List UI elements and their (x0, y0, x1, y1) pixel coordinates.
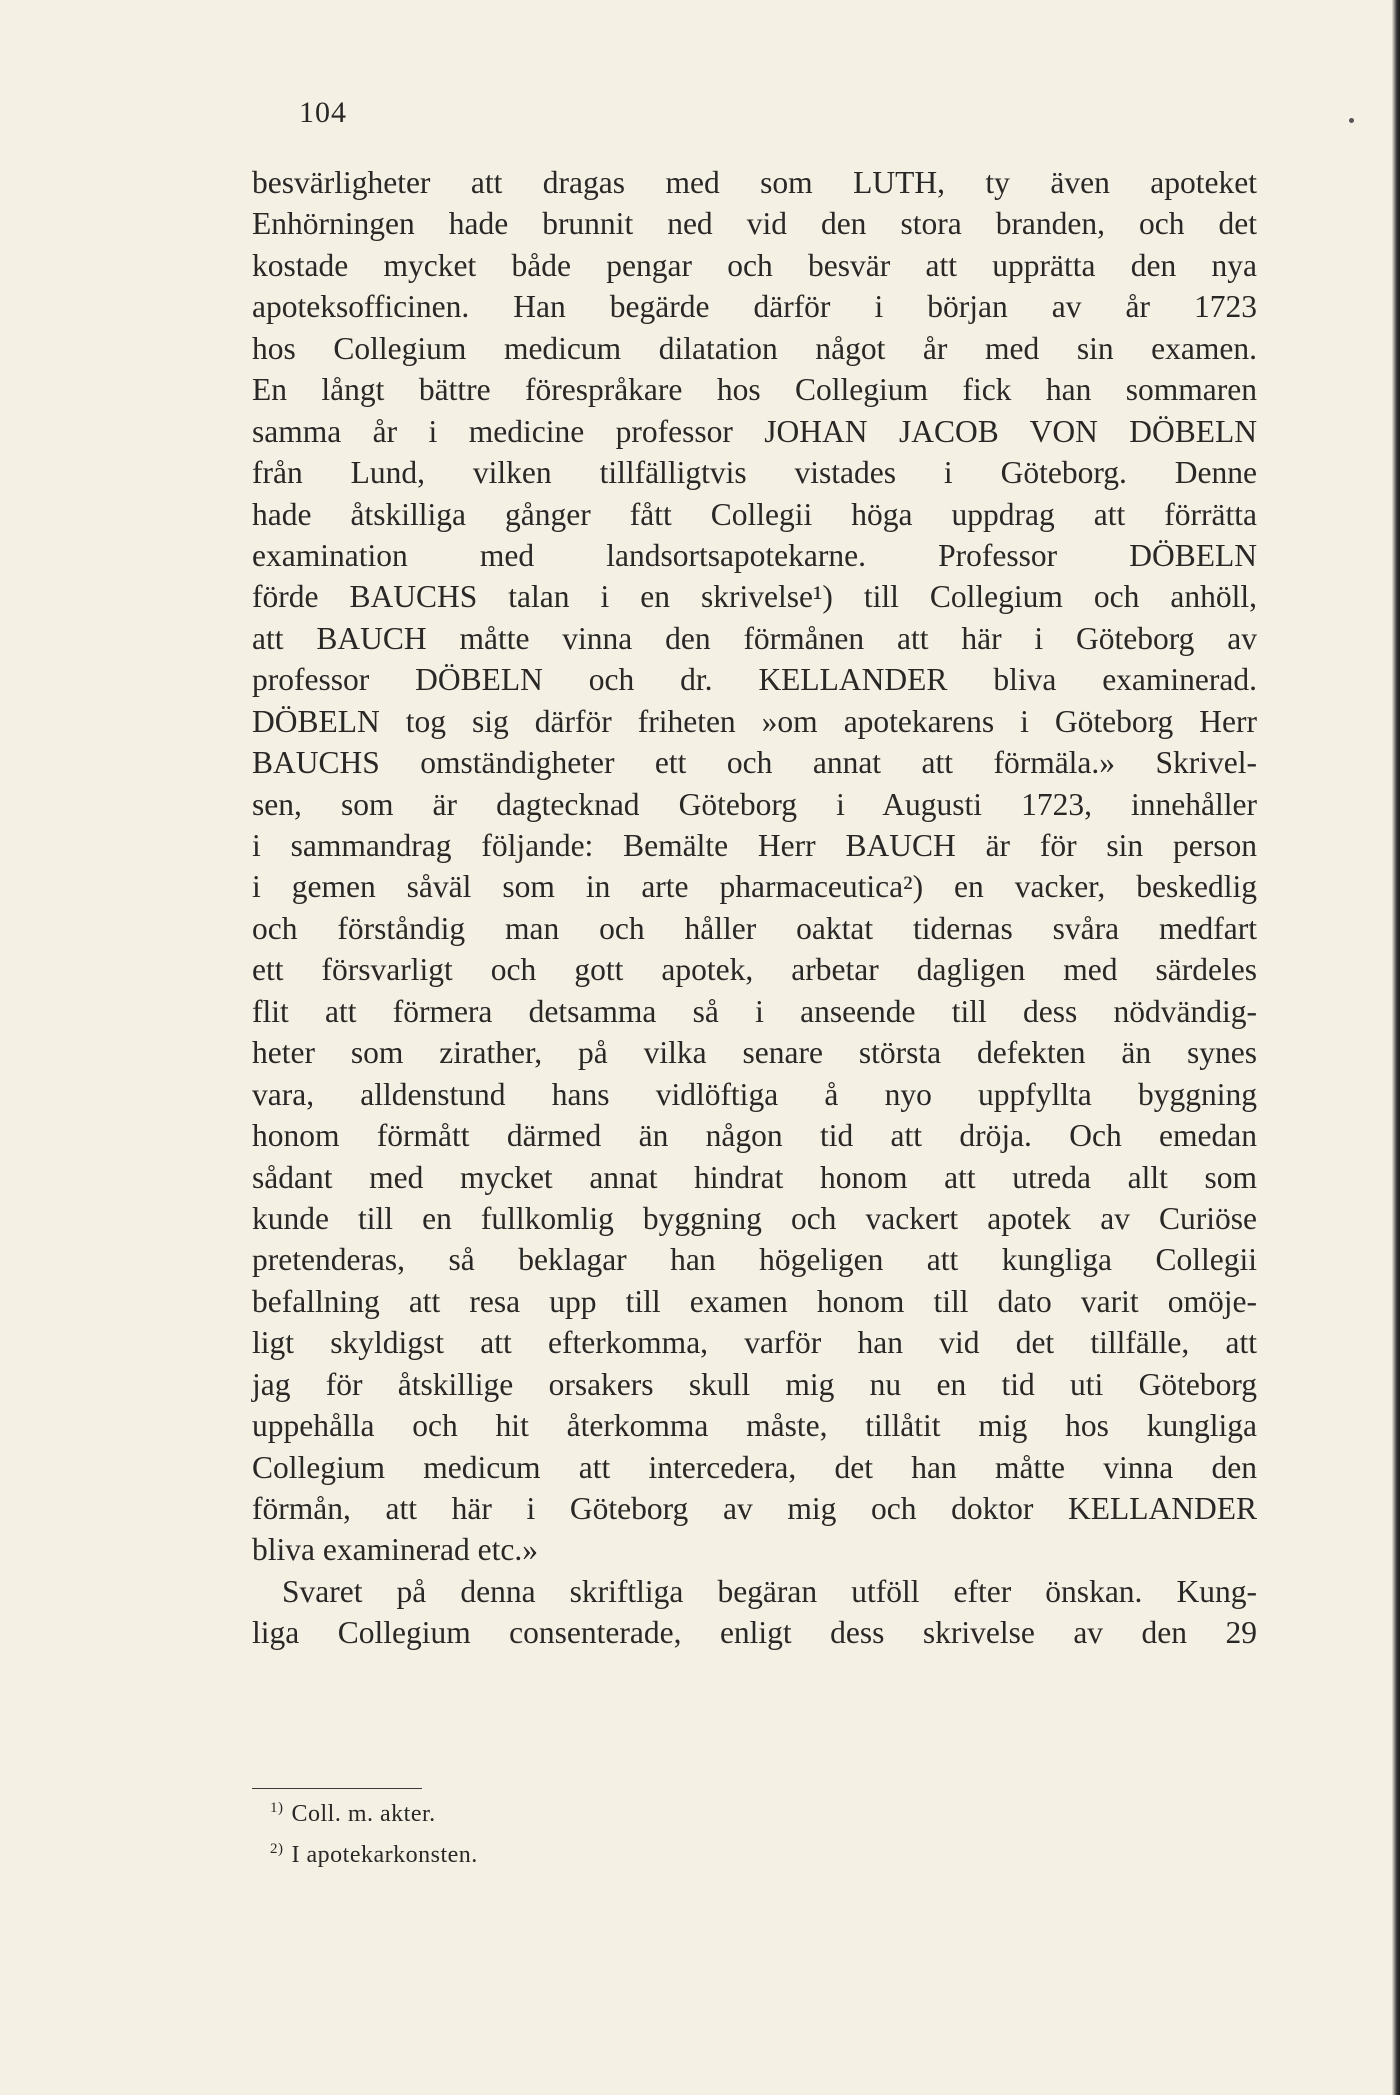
text-line: förmån, att här i Göteborg av mig och doktor KELLANDER (252, 1491, 1257, 1526)
body-text (252, 162, 1257, 1654)
text-line: Collegium medicum att intercedera, det han måtte vinna den (252, 1449, 1257, 1485)
text-line: sådant med mycket annat hindrat honom att utreda allt som (252, 1159, 1257, 1195)
text-line: professor DÖBELN och dr. KELLANDER bliva examinerad. (252, 662, 1257, 698)
text-line: Enhörningen hade brunnit ned vid den stora branden, och det (252, 206, 1257, 242)
text-line: ligt skyldigst att efterkomma, varför han vid det tillfälle, att (252, 1325, 1257, 1361)
text-line: flit att förmera detsamma så i anseende till dess nödvändig- (252, 993, 1257, 1029)
page-edge-shadow (1392, 0, 1400, 2095)
text-line: besvärligheter att dragas med som LUTH, ty även apoteket (252, 165, 1257, 200)
text-line: pretenderas, så beklagar han högeligen att kungliga Collegii (252, 1242, 1257, 1278)
text-line: i gemen såväl som in arte pharmaceutica²) en vacker, beskedlig (252, 869, 1257, 905)
text-line: Svaret på denna skriftliga begäran utföll efter önskan. Kung- (282, 1573, 1257, 1609)
footnote (270, 1794, 870, 1835)
text-line: BAUCHS omständigheter ett och annat att förmäla.» Skrivel- (252, 745, 1257, 781)
page-number: 104 (299, 96, 347, 129)
footnotes (270, 1794, 870, 1876)
text-line: uppehålla och hit återkomma måste, tillåtit mig hos kungliga (252, 1408, 1257, 1444)
text-line: hade åtskilliga gånger fått Collegii höga uppdrag att förrätta (252, 496, 1257, 532)
footnote-marker: 1) (270, 1800, 284, 1816)
text-line: i sammandrag följande: Bemälte Herr BAUCH är för sin person (252, 828, 1257, 863)
text-line: samma år i medicine professor JOHAN JACOB VON DÖBELN (252, 413, 1257, 449)
text-line: DÖBELN tog sig därför friheten »om apotekarens i Göteborg Herr (252, 703, 1257, 739)
text-line: liga Collegium consenterade, enligt dess skrivelse av den 29 (252, 1615, 1257, 1651)
text-line: och förståndig man och håller oaktat tidernas svåra medfart (252, 910, 1257, 946)
text-line: honom förmått därmed än någon tid att dröja. Och emedan (252, 1118, 1257, 1154)
text-line: En långt bättre förespråkare hos Collegium fick han sommaren (252, 372, 1257, 408)
footnote-divider (252, 1788, 422, 1789)
text-line: befallning att resa upp till examen honom till dato varit omöje- (252, 1283, 1257, 1319)
scan-speck (1349, 118, 1354, 123)
footnote-text: Coll. m. akter. (291, 1801, 436, 1827)
text-line: kunde till en fullkomlig byggning och vackert apotek av Curiöse (252, 1200, 1257, 1236)
text-line: att BAUCH måtte vinna den förmånen att här i Göteborg av (252, 620, 1257, 656)
text-line: ett försvarligt och gott apotek, arbetar dagligen med särdeles (252, 952, 1257, 988)
text-line: från Lund, vilken tillfälligtvis vistades i Göteborg. Denne (252, 455, 1257, 491)
text-line: apoteksofficinen. Han begärde därför i början av år 1723 (252, 289, 1257, 325)
text-line: examination med landsortsapotekarne. Professor DÖBELN (252, 537, 1257, 573)
text-line: heter som zirather, på vilka senare största defekten än synes (252, 1035, 1257, 1071)
text-line: förde BAUCHS talan i en skrivelse¹) till Collegium och anhöll, (252, 579, 1257, 615)
footnote-marker: 2) (270, 1841, 284, 1857)
footnote (270, 1835, 870, 1876)
text-line: vara, alldenstund hans vidlöftiga å nyo uppfyllta byggning (252, 1076, 1257, 1112)
text-line: hos Collegium medicum dilatation något år med sin examen. (252, 330, 1257, 366)
text-line: jag för åtskillige orsakers skull mig nu en tid uti Göteborg (252, 1366, 1257, 1402)
footnote-text: I apotekarkonsten. (291, 1842, 478, 1868)
text-line: bliva examinerad etc.» (252, 1532, 538, 1568)
text-line: sen, som är dagtecknad Göteborg i Augusti 1723, innehåller (252, 786, 1257, 822)
text-line: kostade mycket både pengar och besvär att upprätta den nya (252, 247, 1257, 283)
